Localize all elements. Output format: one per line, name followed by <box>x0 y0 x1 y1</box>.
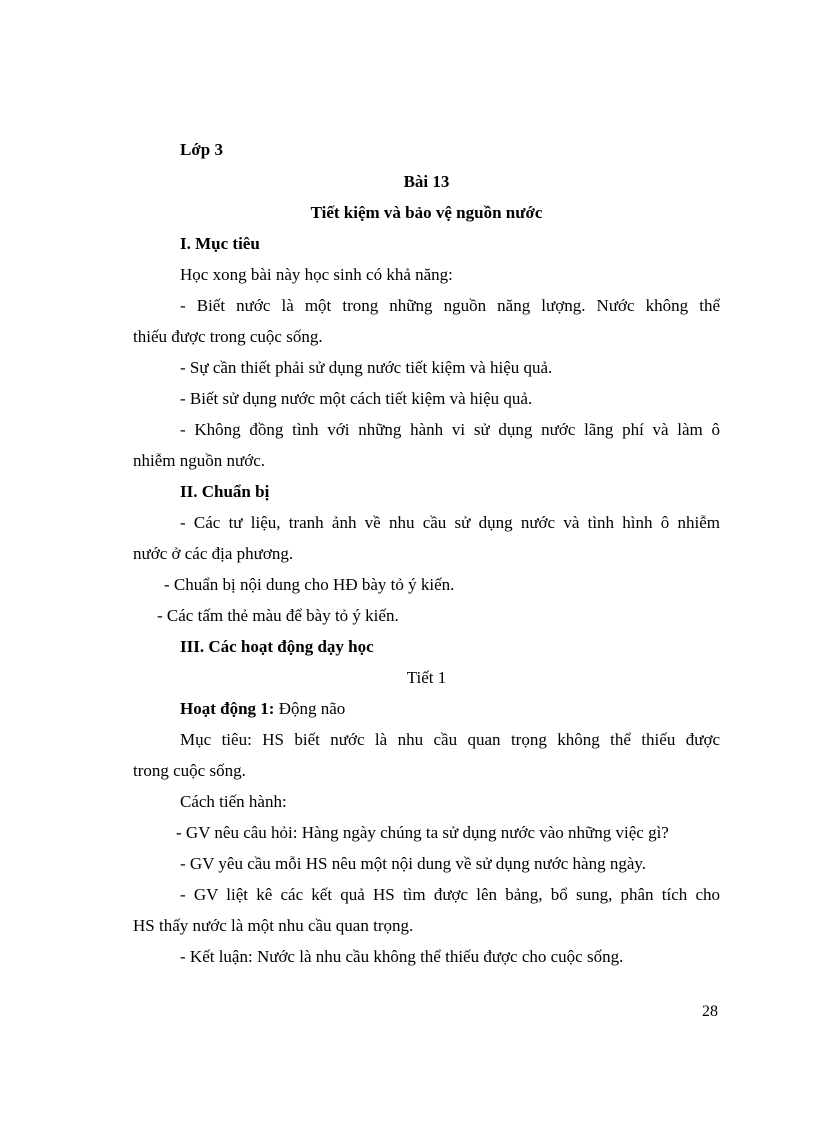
objectives-intro: Học xong bài này học sinh có khả năng: <box>180 265 453 284</box>
preparation-item-1-line-1: - Các tư liệu, tranh ảnh về nhu cầu sử dụng nước và tình hình ô nhiễm <box>180 513 720 532</box>
activity-1-title <box>180 699 345 719</box>
preparation-item-1-line-2: nước ở các địa phương. <box>133 544 294 563</box>
section-preparation-heading: II. Chuẩn bị <box>180 482 270 501</box>
activity-1-label: Hoạt động 1: <box>180 699 275 718</box>
preparation-item-3: - Các tấm thẻ màu để bày tỏ ý kiến. <box>157 606 399 625</box>
section-objectives-heading: I. Mục tiêu <box>180 234 260 253</box>
section-activities-heading: III. Các hoạt động dạy học <box>180 637 374 656</box>
lesson-number: Bài 13 <box>403 172 450 191</box>
activity-conclusion: - Kết luận: Nước là nhu cầu không thể thiếu được cho cuộc sống. <box>180 947 624 966</box>
preparation-item-2: - Chuẩn bị nội dung cho HĐ bày tỏ ý kiến. <box>164 575 455 594</box>
activity-method: Cách tiến hành: <box>180 792 287 811</box>
objective-item-3: - Biết sử dụng nước một cách tiết kiệm và hiệu quả. <box>180 389 533 408</box>
objective-item-4-line-2: nhiễm nguồn nước. <box>133 451 265 470</box>
objective-item-2: - Sự cần thiết phải sử dụng nước tiết kiệm và hiệu quả. <box>180 358 553 377</box>
objective-item-1-line-1: - Biết nước là một trong những nguồn năng lượng. Nước không thể <box>180 296 720 315</box>
activity-step-3-line-1: - GV liệt kê các kết quả HS tìm được lên bảng, bổ sung, phân tích cho <box>180 885 720 904</box>
activity-step-1: - GV nêu câu hỏi: Hàng ngày chúng ta sử dụng nước vào những việc gì? <box>176 823 669 842</box>
activity-1-name: Động não <box>274 699 346 718</box>
activity-step-2: - GV yêu cầu mỗi HS nêu một nội dung về sử dụng nước hàng ngày. <box>180 854 647 873</box>
period-label: Tiết 1 <box>406 668 447 687</box>
lesson-title: Tiết kiệm và bảo vệ nguồn nước <box>310 203 543 222</box>
objective-item-4-line-1: - Không đồng tình với những hành vi sử dụng nước lãng phí và làm ô <box>180 420 720 439</box>
grade-label: Lớp 3 <box>180 140 223 159</box>
page-number: 28 <box>702 1003 718 1020</box>
activity-goal-line-1: Mục tiêu: HS biết nước là nhu cầu quan trọng không thể thiếu được <box>180 730 720 749</box>
activity-goal-line-2: trong cuộc sống. <box>133 761 246 780</box>
objective-item-1-line-2: thiếu được trong cuộc sống. <box>133 327 323 346</box>
activity-step-3-line-2: HS thấy nước là một nhu cầu quan trọng. <box>133 916 414 935</box>
